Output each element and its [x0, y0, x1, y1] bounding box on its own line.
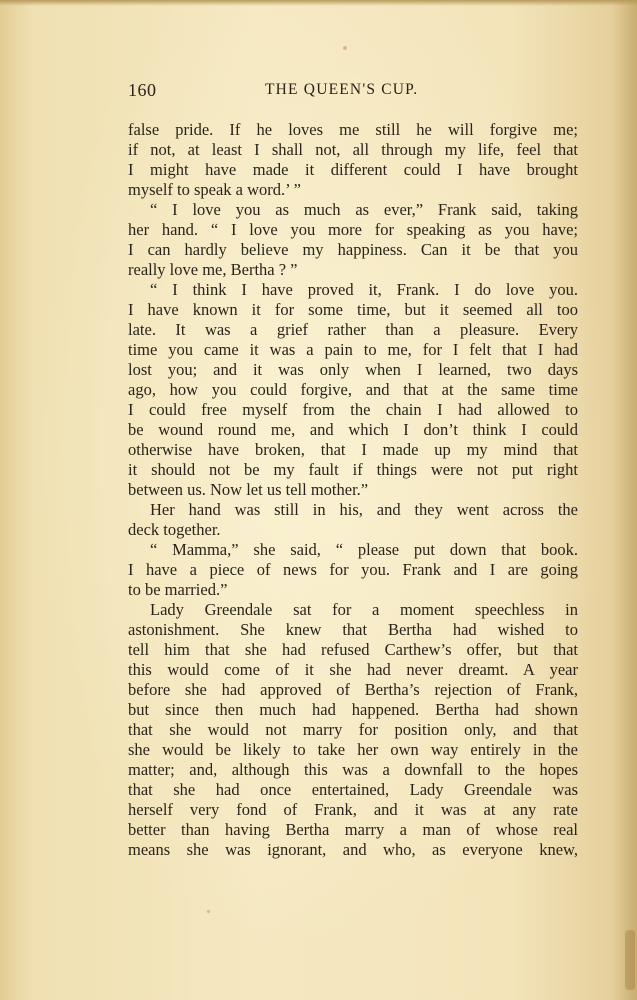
- text-line: before she had approved of Bertha’s rejection of Frank,: [128, 680, 578, 699]
- text-line: means she was ignorant, and who, as everyone knew,: [128, 840, 578, 859]
- text-line: that she had once entertained, Lady Greendale was: [128, 780, 578, 799]
- text-line: between us. Now let us tell mother.”: [128, 480, 369, 499]
- text-line: ago, how you could forgive, and that at the same time: [128, 380, 578, 399]
- text-line: false pride. If he loves me still he will forgive me;: [128, 120, 578, 139]
- running-title: THE QUEEN'S CUP.: [265, 81, 419, 98]
- text-line: I have known it for some time, but it seemed all too: [128, 300, 578, 319]
- text-line: matter; and, although this was a downfall to the hopes: [128, 760, 578, 779]
- page-top-edge: [0, 0, 637, 6]
- page-number: 160: [128, 80, 157, 100]
- text-line: late. It was a grief rather than a pleasure. Every: [128, 320, 578, 339]
- text-line: Lady Greendale sat for a moment speechless in: [150, 600, 578, 619]
- text-line: lost you; and it was only when I learned, two days: [128, 360, 578, 379]
- text-line: her hand. “ I love you more for speaking as you have;: [128, 220, 578, 239]
- text-line: she would be likely to take her own way entirely in the: [128, 740, 578, 759]
- text-line: time you came it was a pain to me, for I felt that I had: [128, 340, 578, 359]
- body-text: [128, 120, 578, 860]
- text-line: “ I think I have proved it, Frank. I do love you.: [150, 280, 578, 299]
- text-line: I can hardly believe my happiness. Can it be that you: [128, 240, 578, 259]
- text-line: better than having Bertha marry a man of whose real: [128, 820, 578, 839]
- paper-spot: [207, 910, 210, 913]
- text-line: really love me, Bertha ? ”: [128, 260, 298, 279]
- text-line: this would come of it she had never dreamt. A year: [128, 660, 578, 679]
- paper-stain: [625, 930, 635, 990]
- text-line: deck together.: [128, 520, 221, 539]
- text-line: but since then much had happened. Bertha had shown: [128, 700, 578, 719]
- text-line: Her hand was st‍ill in his, and they went across the: [150, 500, 578, 519]
- page-header: [128, 80, 580, 106]
- text-line: tell him that she had refused Carthew’s offer, but that: [128, 640, 578, 659]
- text-line: it should not be my fault if things were not put right: [128, 460, 578, 479]
- text-line: I have a piece of news for you. Frank and I are going: [128, 560, 578, 579]
- text-line: I might have made it different could I have brought: [128, 160, 578, 179]
- text-line: I could free myself from the chain I had allowed to: [128, 400, 578, 419]
- text-line: otherwise have broken, that I made up my mind that: [128, 440, 578, 459]
- text-line: “ Mamma,” she said, “ please put down that book.: [150, 540, 578, 559]
- text-line: myself to speak a word.’ ”: [128, 180, 301, 199]
- text-line: herself very fond of Frank, and it was at any rate: [128, 800, 578, 819]
- text-line: that she would not marry for position only, and that: [128, 720, 578, 739]
- text-line: be wound round me, and which I don’t think I could: [128, 420, 578, 439]
- text-line: to be married.”: [128, 580, 228, 599]
- text-line: astonishment. She knew that Bertha had wished to: [128, 620, 578, 639]
- text-line: “ I love you as much as ever,” Frank said, taking: [150, 200, 578, 219]
- text-line: if not, at least I shall not, all through my life, feel that: [128, 140, 578, 159]
- paper-spot: [343, 46, 347, 50]
